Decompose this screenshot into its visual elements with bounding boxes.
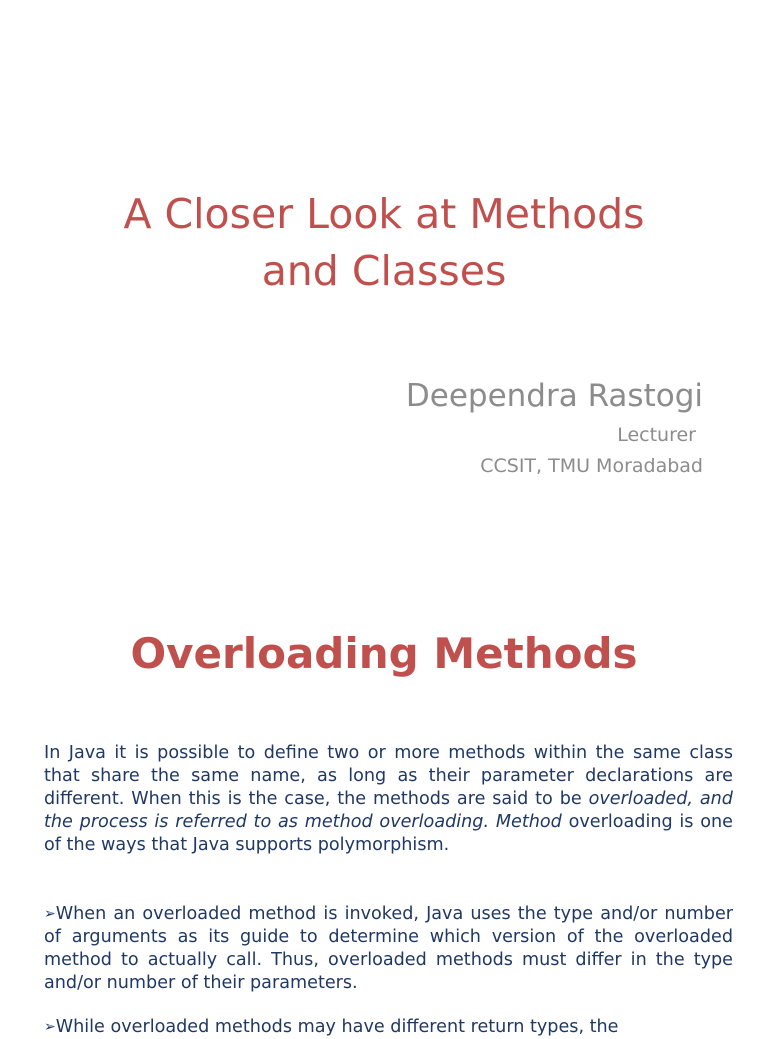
author-role: Lecturer (617, 424, 696, 446)
author-affiliation: CCSIT, TMU Moradabad (480, 455, 703, 477)
content-slide (0, 560, 768, 1037)
bullet-paragraph-2 (44, 1016, 733, 1039)
bullet-paragraph (44, 903, 733, 995)
slide-heading: Overloading Methods (130, 629, 638, 678)
intro-text-part-1: In Java it is possible to define two or more methods within the same class that share the same name, as long as their parameter declarations are different. When this is the case, the methods are said to be (44, 743, 733, 809)
bullet-arrow-icon-2: ➢ (44, 1019, 56, 1035)
bullet-text: When an overloaded method is invoked, Java uses the type and/or number of arguments as its guide to determine which version of the overloaded method to actually call. Thus, overloaded methods must differ in the type and/or number of their parameters. (44, 904, 733, 993)
bullet-text-2: While overloaded methods may have different return types, the (55, 1017, 619, 1037)
slide-title-line-1: A Closer Look at Methods (123, 190, 645, 238)
bullet-arrow-icon: ➢ (44, 906, 56, 922)
author-name: Deependra Rastogi (405, 378, 703, 414)
intro-text-part-2: overloading is one of the ways that Java supports polymorphism. (44, 812, 733, 855)
intro-text-italic: overloaded, and the process is referred to as method overloading. Method (44, 789, 733, 832)
intro-paragraph (44, 742, 733, 857)
slide-title-line-2: and Classes (261, 247, 507, 295)
slide-title (0, 186, 768, 300)
